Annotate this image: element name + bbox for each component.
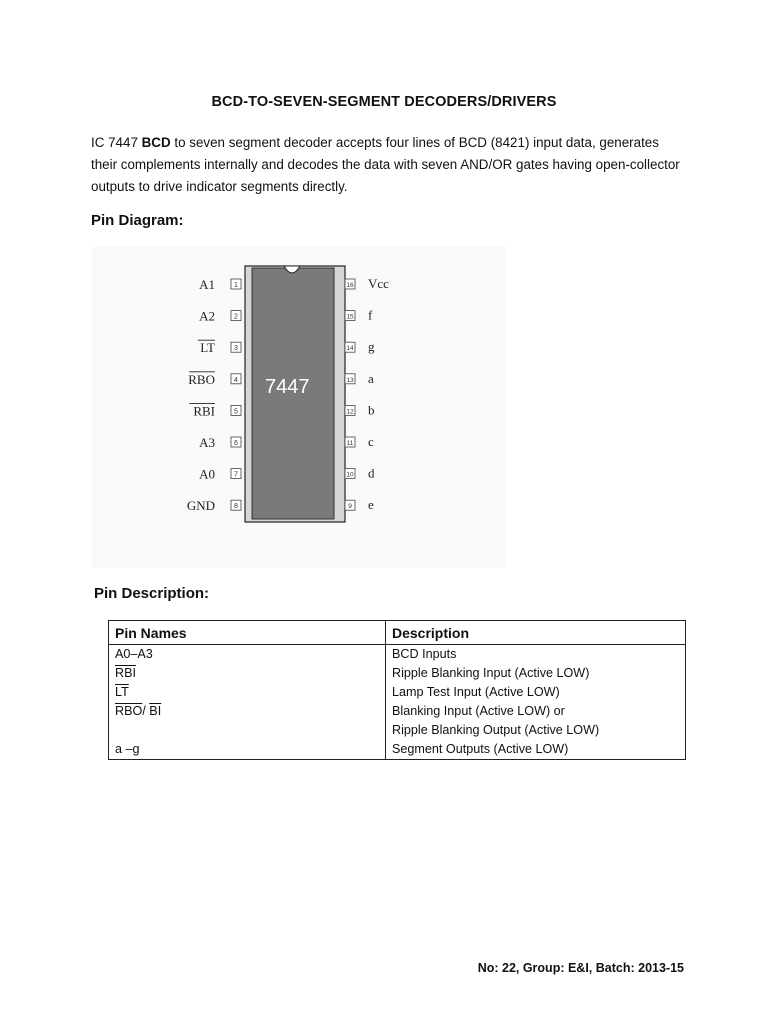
description-line: BCD Inputs	[392, 647, 457, 661]
description-line: Segment Outputs (Active LOW)	[392, 742, 569, 756]
pin-label-gnd: GND	[186, 498, 215, 514]
pin-number-10: 10	[346, 471, 354, 479]
pin-label-a: a	[368, 370, 374, 386]
table-header-row	[109, 621, 686, 645]
pin-name-text: $\overline{RBI}$	[115, 666, 136, 680]
pin-label-lt: LT	[200, 340, 215, 356]
pin-label-c: c	[368, 434, 374, 449]
pin-label-e: e	[368, 497, 374, 513]
pin-name-line	[115, 645, 379, 664]
intro-bold: BCD	[141, 135, 171, 150]
pin-name-line	[115, 683, 379, 702]
pin-diagram-heading: Pin Diagram:	[91, 212, 184, 229]
pin-name-line	[115, 664, 379, 683]
pin-label-a2: A2	[199, 308, 215, 324]
pin-number-7: 7	[234, 471, 238, 479]
pin-number-14: 14	[346, 345, 354, 353]
pin-label-rbo: RBO	[188, 371, 215, 387]
intro-prefix: IC 7447	[91, 135, 142, 150]
pin-label-rbi: RBI	[193, 403, 215, 419]
pin-names-cell	[109, 645, 386, 760]
pin-name-text: A0–A3	[115, 647, 153, 661]
description-line: Blanking Input (Active LOW) or	[392, 704, 565, 718]
pin-name-line	[115, 721, 379, 740]
pin-number-5: 5	[234, 408, 238, 416]
pin-number-16: 16	[346, 282, 354, 289]
pin-name-text: a –g	[115, 742, 140, 756]
pin-label-d: d	[368, 465, 375, 481]
right-pins	[345, 276, 389, 512]
left-pins	[187, 277, 241, 513]
pin-number-2: 2	[234, 313, 238, 321]
description-cell	[386, 645, 686, 760]
header-pin-names: Pin Names	[109, 621, 386, 645]
pin-number-12: 12	[346, 408, 354, 416]
header-description: Description	[386, 621, 686, 645]
overbar-name: $\overline{RBO}$	[115, 704, 143, 718]
pin-name-line	[115, 702, 379, 721]
pin-label-a1: A1	[199, 277, 215, 292]
pin-number-13: 13	[346, 376, 354, 384]
pin-number-6: 6	[234, 440, 238, 447]
pin-number-8: 8	[234, 503, 238, 511]
pin-label-b: b	[368, 402, 375, 418]
pin-label-vcc: Vcc	[368, 276, 389, 291]
table-row	[109, 645, 686, 760]
name-separator: /	[142, 704, 150, 718]
pin-label-a3: A3	[199, 435, 215, 450]
description-line: Lamp Test Input (Active LOW)	[392, 685, 560, 699]
overbar-name: $\overline{BI}$	[149, 704, 162, 718]
pin-label-g: g	[368, 339, 375, 355]
pin-number-9: 9	[348, 503, 352, 511]
pin-number-1: 1	[234, 282, 238, 289]
pin-description-table	[108, 620, 686, 760]
pin-description-heading: Pin Description:	[94, 585, 210, 602]
pin-label-a0: A0	[199, 466, 215, 482]
pin-label-f: f	[368, 307, 373, 323]
pin-number-11: 11	[346, 440, 354, 447]
pin-number-15: 15	[346, 313, 354, 321]
ic-label: 7447	[265, 376, 310, 398]
footer-info: No: 22, Group: E&I, Batch: 2013-15	[477, 961, 684, 975]
intro-rest: to seven segment decoder accepts four lines of BCD (8421) input data, generates their complements internally and decodes the data with seven AND/OR gates having open-collector outputs to drive indicator segments directly.	[91, 135, 680, 194]
pin-number-3: 3	[234, 345, 238, 353]
pin-name-text: $\overline{LT}$	[115, 685, 129, 699]
document-title: BCD-TO-SEVEN-SEGMENT DECODERS/DRIVERS	[211, 94, 557, 110]
description-line: Ripple Blanking Input (Active LOW)	[392, 666, 590, 680]
description-line: Ripple Blanking Output (Active LOW)	[392, 723, 600, 737]
pin-number-4: 4	[234, 376, 238, 384]
pin-name-line	[115, 740, 379, 759]
